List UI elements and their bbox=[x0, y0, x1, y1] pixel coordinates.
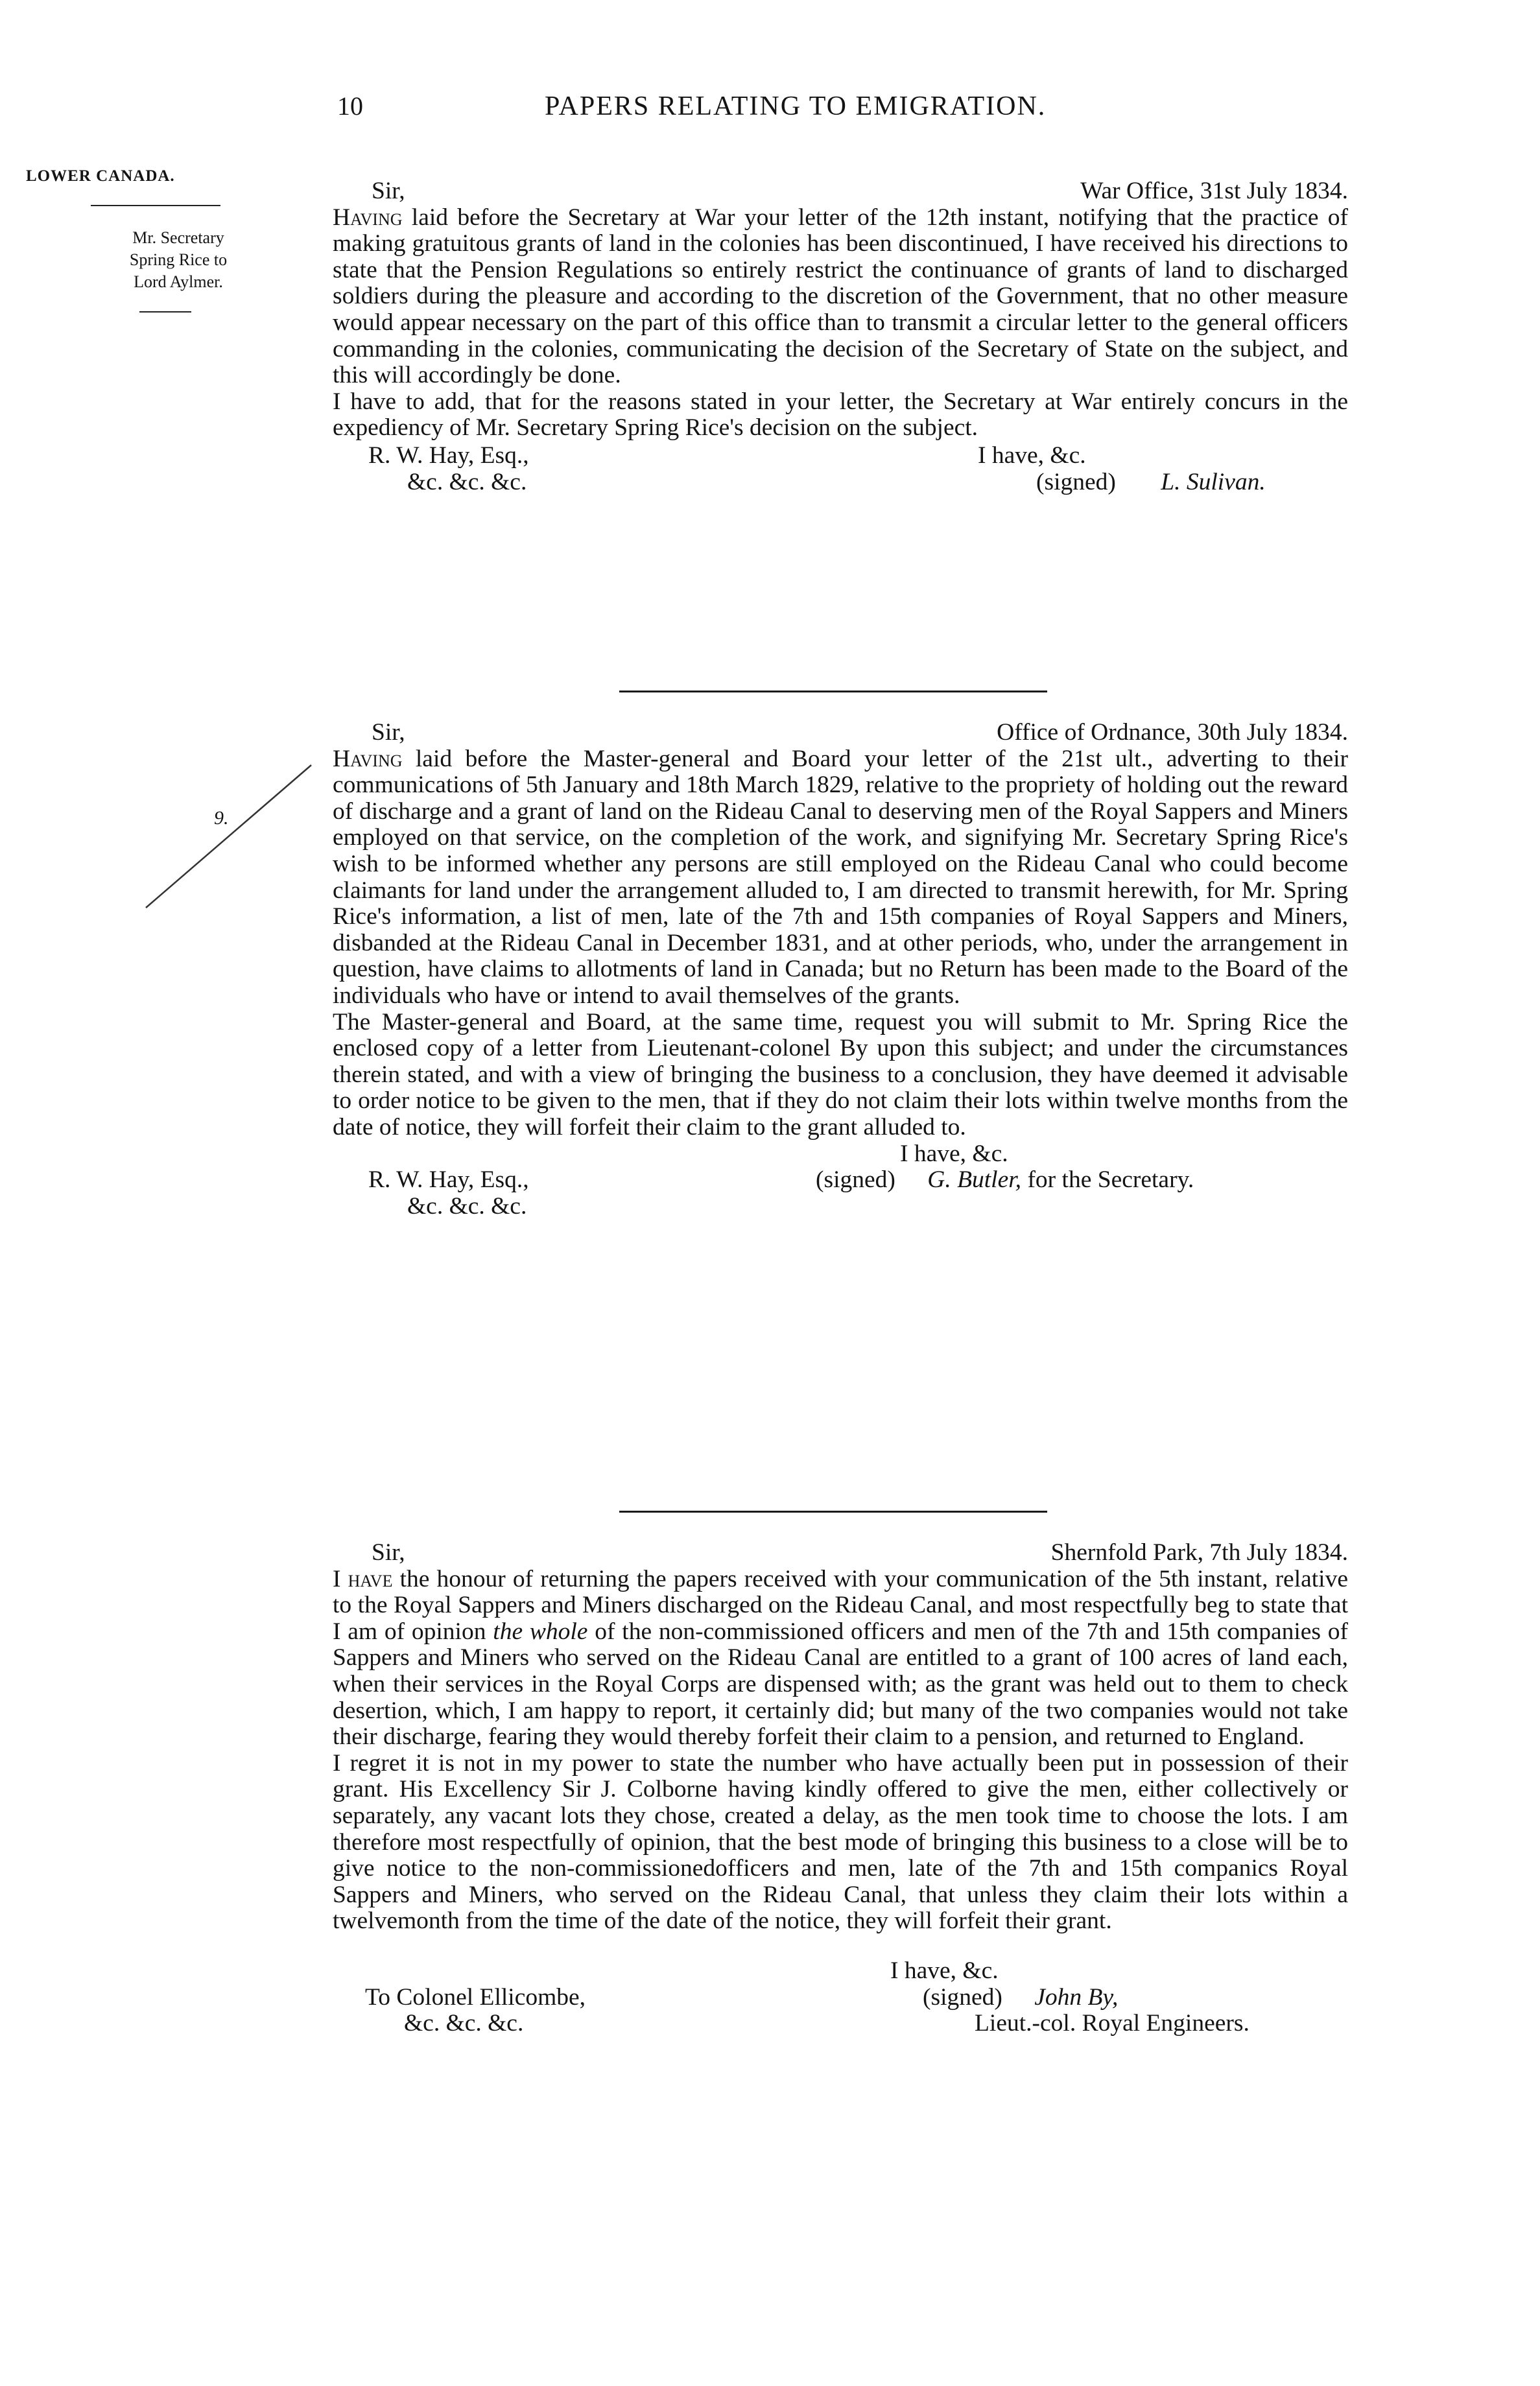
paragraph-text: the honour of returning the papers received with your communication of the 5th instant, relative to the Royal Sappers and Miners discharged on the Rideau Canal, and most respectfully beg to state that I am of opinion bbox=[333, 1565, 1348, 1645]
margin-section-heading: LOWER CANADA. bbox=[26, 167, 175, 185]
opening-word: I have bbox=[333, 1565, 393, 1592]
letter-paragraph bbox=[333, 1566, 1348, 1751]
signer-role: for the Secretary. bbox=[1027, 1166, 1194, 1194]
salutation: Sir, bbox=[372, 1539, 405, 1566]
signed-label: (signed) bbox=[923, 1983, 1002, 2011]
paragraph-text: laid before the Secretary at War your letter of the 12th instant, notifying that the practice of making gratuitous grants of land in the colonies has been discontinued, I have received his directions to state that the Pension Regulations so entirely restrict the continuance of grants of land to discharged soldiers during the pleasure and according to the discretion of the Government, that no other measure would appear necessary on the part of this office than to transmit a circular letter to the general officers commanding in the colonies, communicating the decision of the Secretary of State on the subject, and this will accordingly be done. bbox=[333, 204, 1348, 389]
signature-line bbox=[919, 469, 1348, 496]
closing: I have, &c. bbox=[900, 1140, 1008, 1167]
separator-rule bbox=[619, 691, 1047, 692]
signature-block bbox=[333, 443, 1348, 495]
margin-rule-bottom bbox=[139, 311, 191, 313]
signer-name: John By, bbox=[1034, 1983, 1119, 2011]
closing: I have, &c. bbox=[978, 442, 1086, 469]
addressee: R. W. Hay, Esq., bbox=[368, 1166, 529, 1194]
pencil-mark: 9. bbox=[214, 807, 229, 829]
letter-paragraph bbox=[333, 746, 1348, 1010]
margin-note-line: Lord Aylmer. bbox=[134, 272, 223, 291]
letter-office-of-ordnance bbox=[333, 720, 1348, 1220]
signature-block bbox=[333, 1167, 1348, 1220]
pencil-stroke-icon bbox=[139, 752, 334, 914]
signer-name: G. Butler, bbox=[927, 1166, 1022, 1194]
addressee-etc: &c. &c. &c. bbox=[404, 2010, 524, 2037]
signed-label: (signed) bbox=[816, 1166, 895, 1194]
margin-note bbox=[45, 227, 311, 293]
letter-war-office bbox=[333, 178, 1348, 495]
pencil-annotation bbox=[139, 752, 334, 914]
signature-block bbox=[333, 1985, 1348, 2037]
letter-shernfold-park bbox=[333, 1540, 1348, 2037]
addressee: To Colonel Ellicombe, bbox=[365, 1983, 586, 2011]
margin-note-line: Spring Rice to bbox=[129, 250, 228, 269]
opening-word: Having bbox=[333, 745, 403, 772]
running-head: PAPERS RELATING TO EMIGRATION. bbox=[545, 91, 1047, 121]
place-date: War Office, 31st July 1834. bbox=[1080, 178, 1348, 204]
signer-name: L. Sulivan. bbox=[1161, 468, 1266, 495]
paragraph-text: of the non-commissioned officers and men of the 7th and 15th companies of Sappers and Miners who served on the Rideau Canal are entitled to a grant of 100 acres of land each, when their services in the Royal Corps are dispensed with; as the grant was held out to them to check desertion, which, I am happy to report, it certainly did; but many of the two companies would not take their discharge, fearing they would thereby forfeit their claim to a pension, and returned to England. bbox=[333, 1618, 1349, 1751]
addressee-etc: &c. &c. &c. bbox=[407, 1192, 527, 1220]
signed-label: (signed) bbox=[1036, 468, 1116, 495]
closing: I have, &c. bbox=[890, 1957, 999, 1984]
addressee: R. W. Hay, Esq., bbox=[368, 442, 529, 469]
separator-rule bbox=[619, 1511, 1047, 1513]
signer-role: Lieut.-col. Royal Engineers. bbox=[975, 2010, 1250, 2037]
letter-heading bbox=[333, 178, 1348, 205]
letter-paragraph bbox=[333, 205, 1348, 389]
place-date: Office of Ordnance, 30th July 1834. bbox=[997, 719, 1348, 746]
emphasis-text: the whole bbox=[493, 1618, 588, 1645]
opening-word: Having bbox=[333, 204, 403, 231]
letter-heading bbox=[333, 720, 1348, 746]
letter-paragraph: I regret it is not in my power to state the number who have actually been put in possession of their grant. His Excellency Sir J. Colborne having kindly offered to give the men, either collectively or separately, any vacant lots they chose, created a delay, as the men took time to choose the lots. I am therefore most respectfully of opinion, that the best mode of bringing this business to a close will be to give notice to the non-commissionedofficers and men, late of the 7th and 15th companics Royal Sappers and Miners, who served on the Rideau Canal, that unless they claim their lots within a twelvemonth from the time of the date of the notice, they will forfeit their grant. bbox=[333, 1749, 1348, 1935]
margin-note-line: Mr. Secretary bbox=[132, 228, 224, 247]
margin-rule-top bbox=[91, 205, 220, 206]
salutation: Sir, bbox=[372, 719, 405, 746]
letter-paragraph: I have to add, that for the reasons stated in your letter, the Secretary at War entirely concurs in the expediency of Mr. Secretary Spring Rice's decision on the subject. bbox=[333, 388, 1348, 442]
page-number: 10 bbox=[337, 91, 363, 121]
signature-line bbox=[816, 1167, 1348, 1194]
signature-line bbox=[923, 1985, 1348, 2011]
place-date: Shernfold Park, 7th July 1834. bbox=[1050, 1539, 1348, 1566]
addressee-etc: &c. &c. &c. bbox=[407, 468, 527, 495]
paragraph-text: laid before the Master-general and Board your letter of the 21st ult., adverting to their communications of 5th January and 18th March 1829, relative to the propriety of holding out the reward of discharge and a grant of land on the Rideau Canal to deserving men of the Royal Sappers and Miners employed on that service, on the completion of the work, and signifying Mr. Secretary Spring Rice's wish to be informed whether any persons are still employed on the Rideau Canal who could become claimants for land under the arrangement alluded to, I am directed to transmit herewith, for Mr. Spring Rice's information, a list of men, late of the 7th and 15th companies of Royal Sappers and Miners, disbanded at the Rideau Canal in December 1831, and at other periods, who, under the arrangement in question, have claims to allotments of land in Canada; but no Return has been made to the Board of the individuals who have or intend to avail themselves of the grants. bbox=[333, 745, 1349, 1009]
letter-heading bbox=[333, 1540, 1348, 1566]
salutation: Sir, bbox=[372, 178, 405, 204]
letter-paragraph: The Master-general and Board, at the same time, request you will submit to Mr. Spring Rice the enclosed copy of a letter from Lieutenant-colonel By upon this subject; and under the circumstances therein stated, and with a view of bringing the business to a conclusion, they have deemed it advisable to order notice to be given to the men, that if they do not claim their lots within twelve months from the date of notice, they will forfeit their claim to the grant alluded to. bbox=[333, 1008, 1348, 1140]
